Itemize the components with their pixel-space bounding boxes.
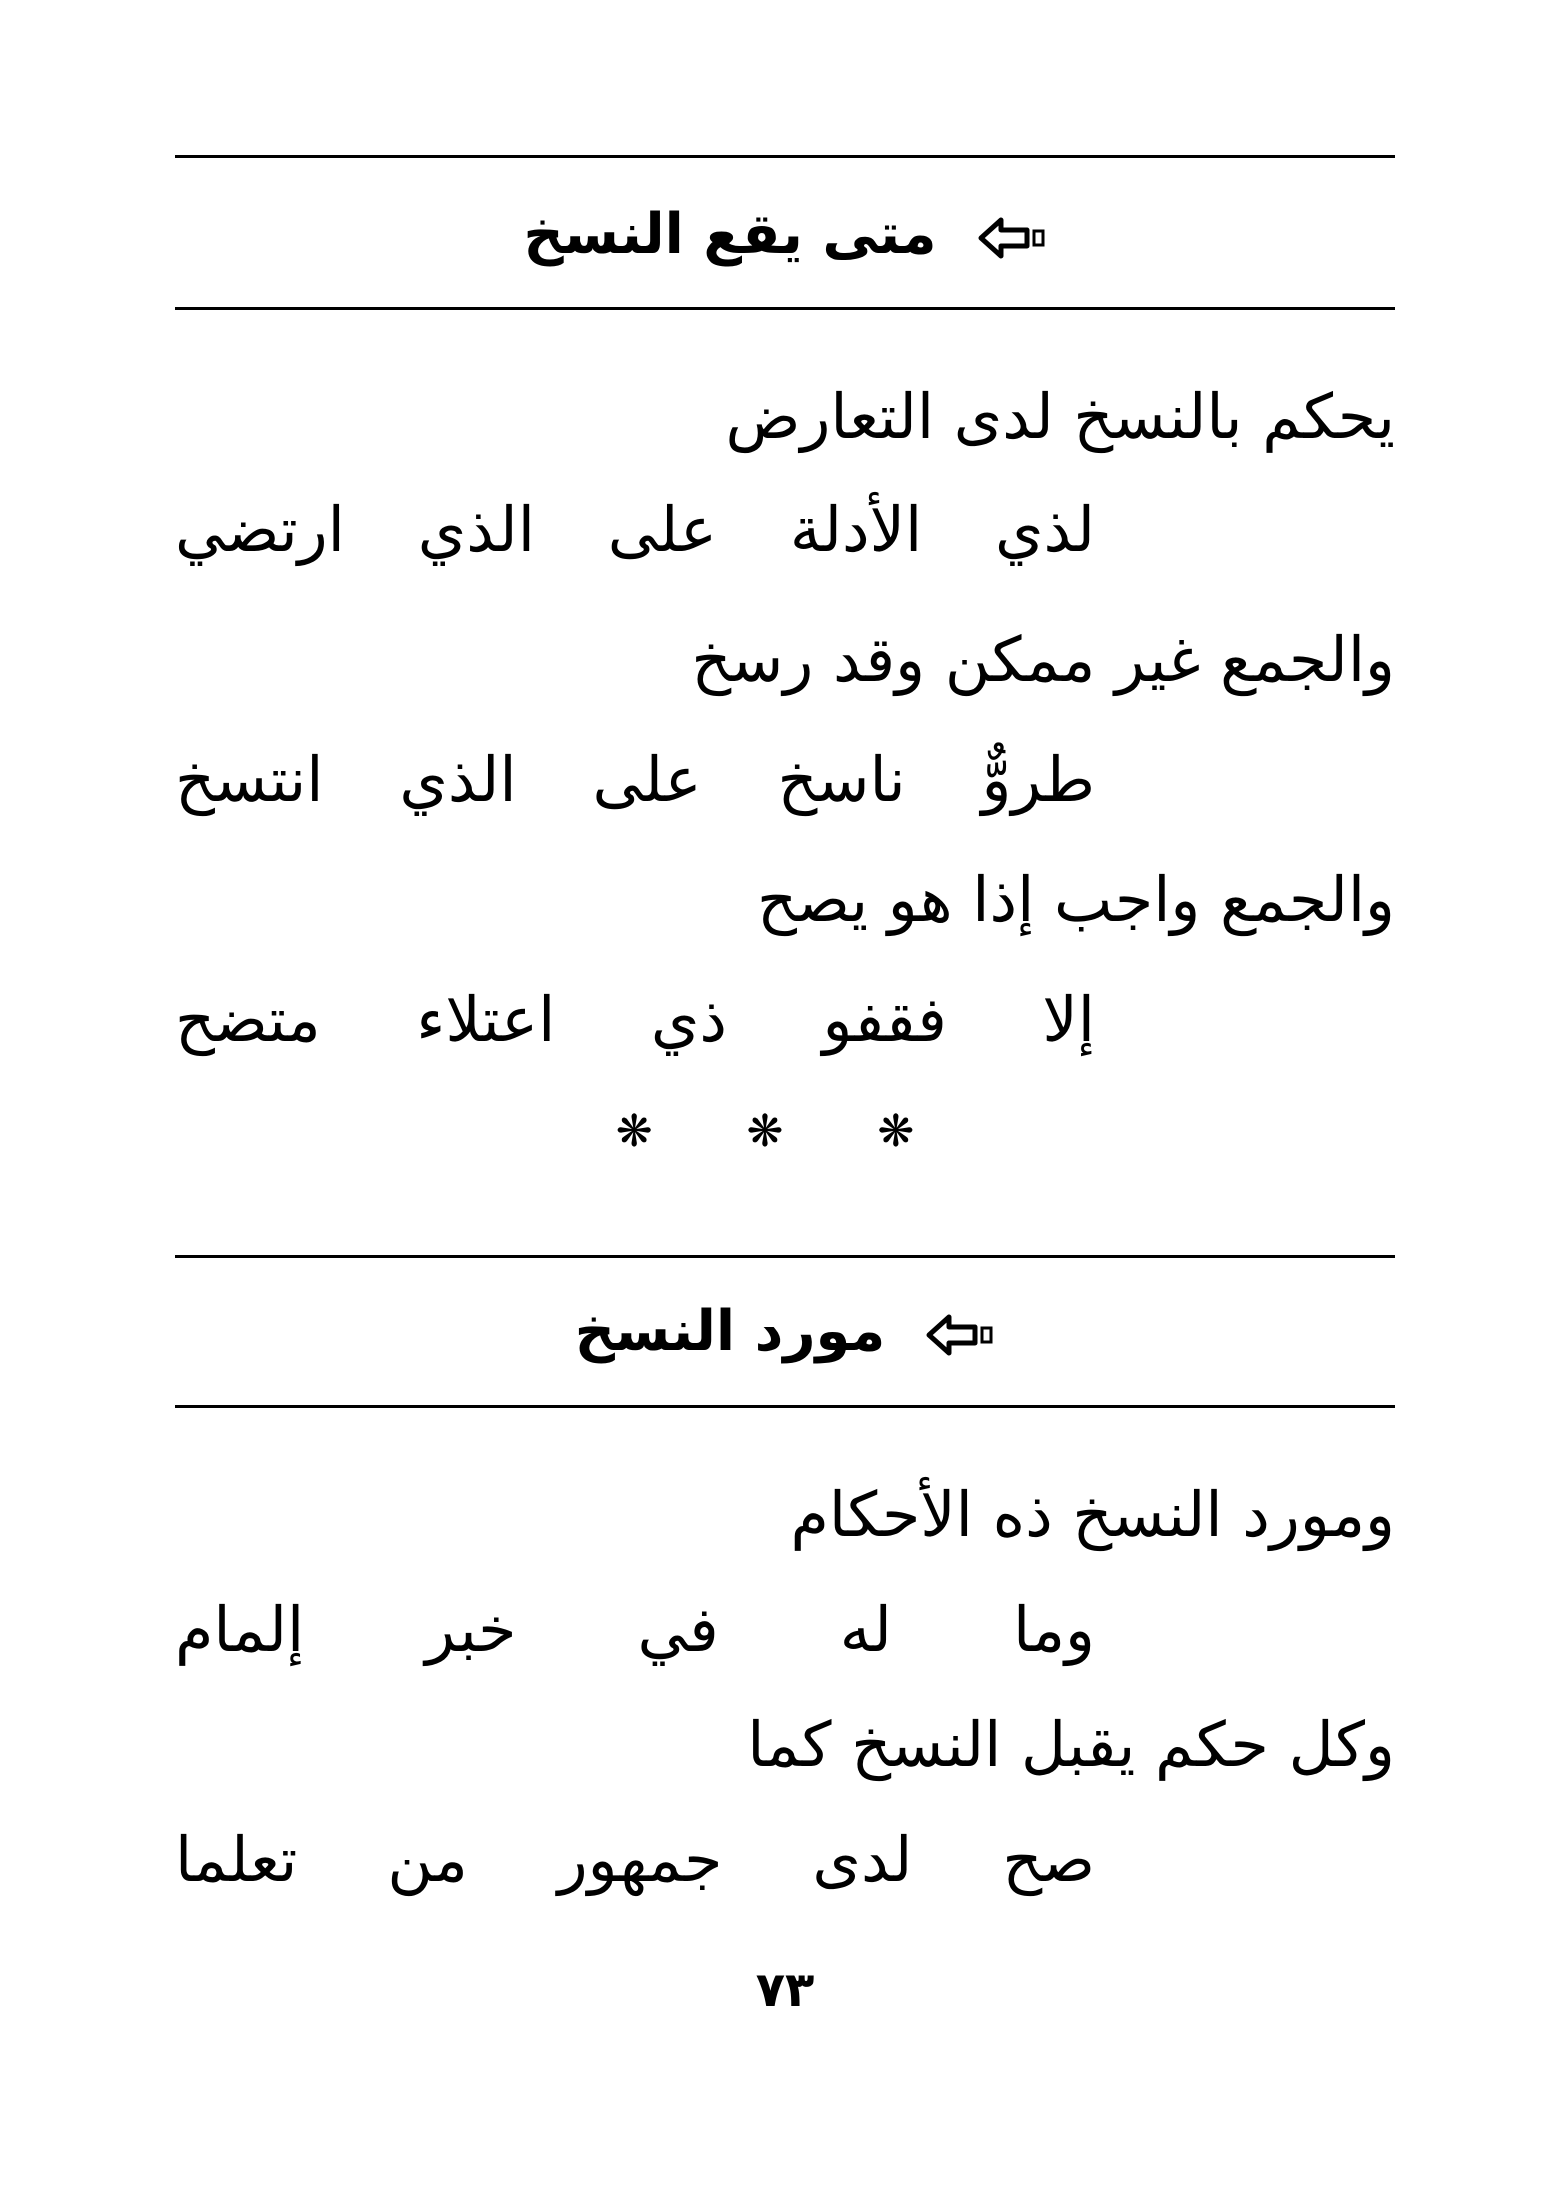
page-number: ٧٣ <box>755 1962 815 2018</box>
section-heading-scope-abrogation <box>175 1292 1395 1372</box>
verse-line: وكل حكم يقبل النسخ كما <box>747 1708 1395 1781</box>
verse-line: والجمع واجب إذا هو يصح <box>757 863 1395 936</box>
heading-text: مورد النسخ <box>574 1299 886 1364</box>
hollow-arrow-left-icon <box>977 216 1047 260</box>
verse-line: طروٌّ ناسخ على الذي انتسخ <box>175 743 1095 816</box>
verse-line: لذي الأدلة على الذي ارتضي <box>175 493 1095 566</box>
heading-text: متى يقع النسخ <box>523 202 937 267</box>
section-separator-stars: ❋ ❋ ❋ <box>615 1106 955 1157</box>
verse-line: صح لدى جمهور من تعلما <box>175 1823 1095 1896</box>
heading-bottom-rule <box>175 1405 1395 1408</box>
verse-line: يحكم بالنسخ لدى التعارض <box>725 380 1395 453</box>
verse-line: ومورد النسخ ذه الأحكام <box>790 1478 1395 1551</box>
heading-bottom-rule <box>175 307 1395 310</box>
verse-line: وما له في خبر إلمام <box>175 1593 1095 1666</box>
heading-top-rule <box>175 155 1395 158</box>
section-heading-when-abrogation <box>175 195 1395 275</box>
verse-line: والجمع غير ممكن وقد رسخ <box>691 623 1395 696</box>
hollow-arrow-left-icon <box>925 1313 995 1357</box>
heading-top-rule <box>175 1255 1395 1258</box>
verse-line: إلا فقفو ذي اعتلاء متضح <box>175 983 1095 1056</box>
